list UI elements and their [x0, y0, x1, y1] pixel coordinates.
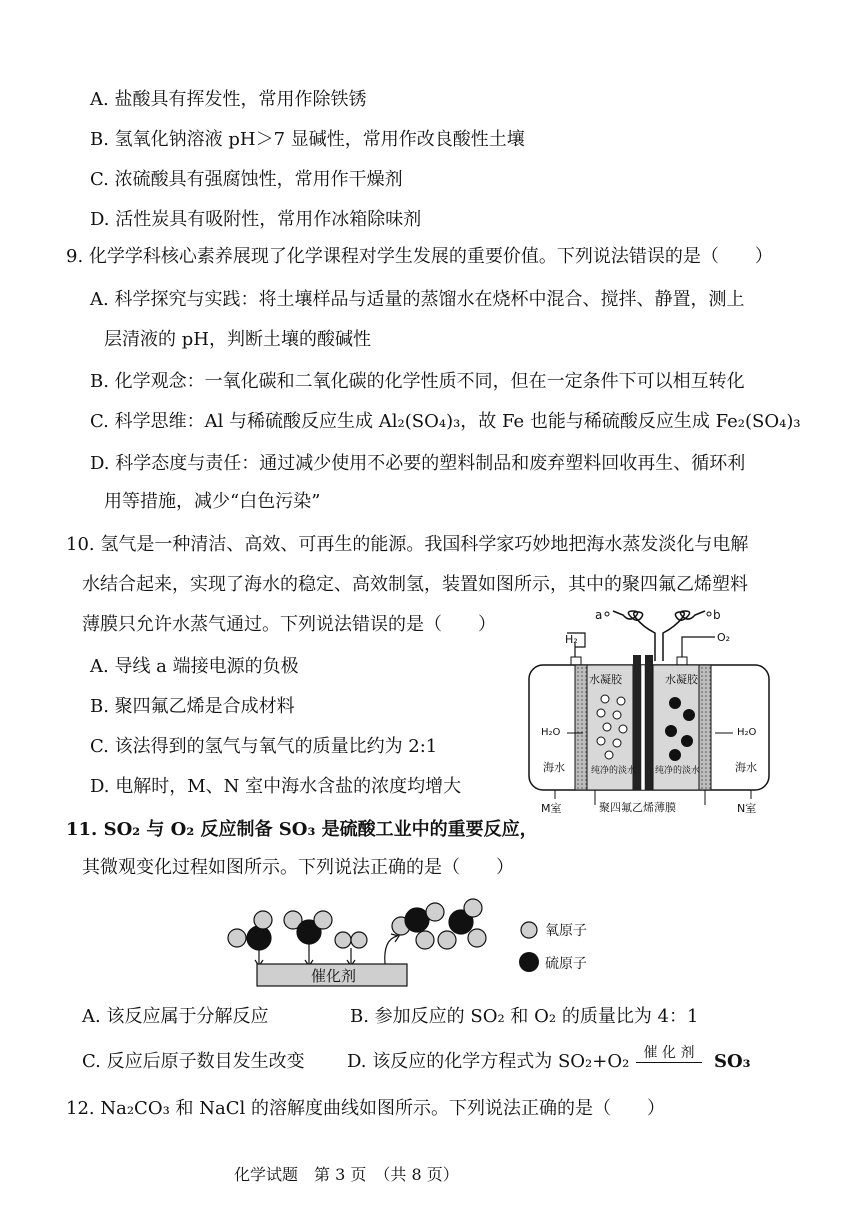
- q10-stem-line3: 薄膜只允许水蒸气通过。下列说法错误的是（ ）: [82, 614, 496, 635]
- q10-stem-line1: 10. 氢气是一种清洁、高效、可再生的能源。我国科学家巧妙地把海水蒸发淡化与电解: [66, 534, 749, 555]
- q9-option-a-line1: A. 科学探究与实践：将土壤样品与适量的蒸馏水在烧杯中混合、搅拌、静置，测上: [90, 289, 745, 310]
- q9-option-a-line2: 层清液的 pH，判断土壤的酸碱性: [104, 329, 371, 350]
- room-n-label: N室: [737, 802, 757, 815]
- electrolysis-diagram: [525, 603, 775, 818]
- q11-option-a: A. 该反应属于分解反应: [82, 1006, 269, 1027]
- q11-option-d-product: SO₃: [714, 1051, 751, 1072]
- q8-option-c: C. 浓硫酸具有强腐蚀性，常用作干燥剂: [90, 169, 403, 190]
- page-footer: 化学试题 第 3 页 （共 8 页）: [234, 1165, 459, 1184]
- sea-right-label: 海水: [735, 761, 757, 774]
- q9-option-c: C. 科学思维：Al 与稀硫酸反应生成 Al₂(SO₄)₃，故 Fe 也能与稀硫酸反应生成 Fe₂(SO₄)₃: [90, 411, 801, 432]
- q11-stem-line1: 11. SO₂ 与 O₂ 反应制备 SO₃ 是硫酸工业中的重要反应，: [66, 819, 538, 840]
- q9-option-b: B. 化学观念：一氧化碳和二氧化碳的化学性质不同，但在一定条件下可以相互转化: [90, 371, 745, 392]
- q10-stem-line2: 水结合起来，实现了海水的稳定、高效制氢，装置如图所示，其中的聚四氟乙烯塑料: [82, 574, 748, 595]
- wire-b-label: b: [713, 608, 721, 622]
- q10-option-a: A. 导线 a 端接电源的负极: [90, 656, 299, 677]
- room-m-label: M室: [541, 802, 562, 815]
- h2o-left-label: H₂O: [541, 727, 561, 738]
- q11-option-d-prefix: D. 该反应的化学方程式为 SO₂+O₂: [347, 1051, 630, 1072]
- h2-label: H₂: [565, 633, 578, 646]
- q11-option-c: C. 反应后原子数目发生改变: [82, 1051, 305, 1072]
- legend-sulfur-label: 硫原子: [545, 956, 587, 972]
- q9-option-d-line2: 用等措施，减少“白色污染”: [104, 491, 321, 512]
- pure-water-right-label: 纯净的淡水: [655, 766, 701, 776]
- q10-option-c: C. 该法得到的氢气与氧气的质量比约为 2:1: [90, 736, 438, 757]
- q11-stem-line2: 其微观变化过程如图所示。下列说法正确的是（ ）: [82, 857, 514, 878]
- q8-option-d: D. 活性炭具有吸附性，常用作冰箱除味剂: [90, 209, 422, 230]
- q10-option-d: D. 电解时，M、N 室中海水含盐的浓度均增大: [90, 776, 462, 797]
- q9-stem: 9. 化学学科核心素养展现了化学课程对学生发展的重要价值。下列说法错误的是（ ）: [66, 246, 773, 267]
- q12-stem: 12. Na₂CO₃ 和 NaCl 的溶解度曲线如图所示。下列说法正确的是（ ）: [66, 1098, 665, 1119]
- reaction-micro-diagram: [215, 890, 615, 990]
- q8-option-b: B. 氢氧化钠溶液 pH＞7 显碱性，常用作改良酸性土壤: [90, 129, 525, 150]
- q11-option-d-condition: 催 化 剂: [636, 1044, 702, 1063]
- legend-oxygen-label: 氧原子: [545, 923, 587, 939]
- gel-right-label: 水凝胶: [665, 673, 698, 686]
- pure-water-left-label: 纯净的淡水: [591, 766, 637, 776]
- catalyst-label: 催化剂: [311, 967, 357, 985]
- q8-option-a: A. 盐酸具有挥发性，常用作除铁锈: [90, 89, 367, 110]
- gel-left-label: 水凝胶: [589, 673, 622, 686]
- wire-a-label: a: [595, 608, 603, 622]
- o2-label: O₂: [717, 631, 731, 644]
- membrane-label: 聚四氟乙烯薄膜: [599, 801, 676, 814]
- q9-option-d-line1: D. 科学态度与责任：通过减少使用不必要的塑料制品和废弃塑料回收再生、循环利: [90, 453, 746, 474]
- q11-option-b: B. 参加反应的 SO₂ 和 O₂ 的质量比为 4：1: [350, 1006, 699, 1027]
- sea-left-label: 海水: [543, 761, 565, 774]
- h2o-right-label: H₂O: [737, 727, 757, 738]
- q10-option-b: B. 聚四氟乙烯是合成材料: [90, 696, 295, 717]
